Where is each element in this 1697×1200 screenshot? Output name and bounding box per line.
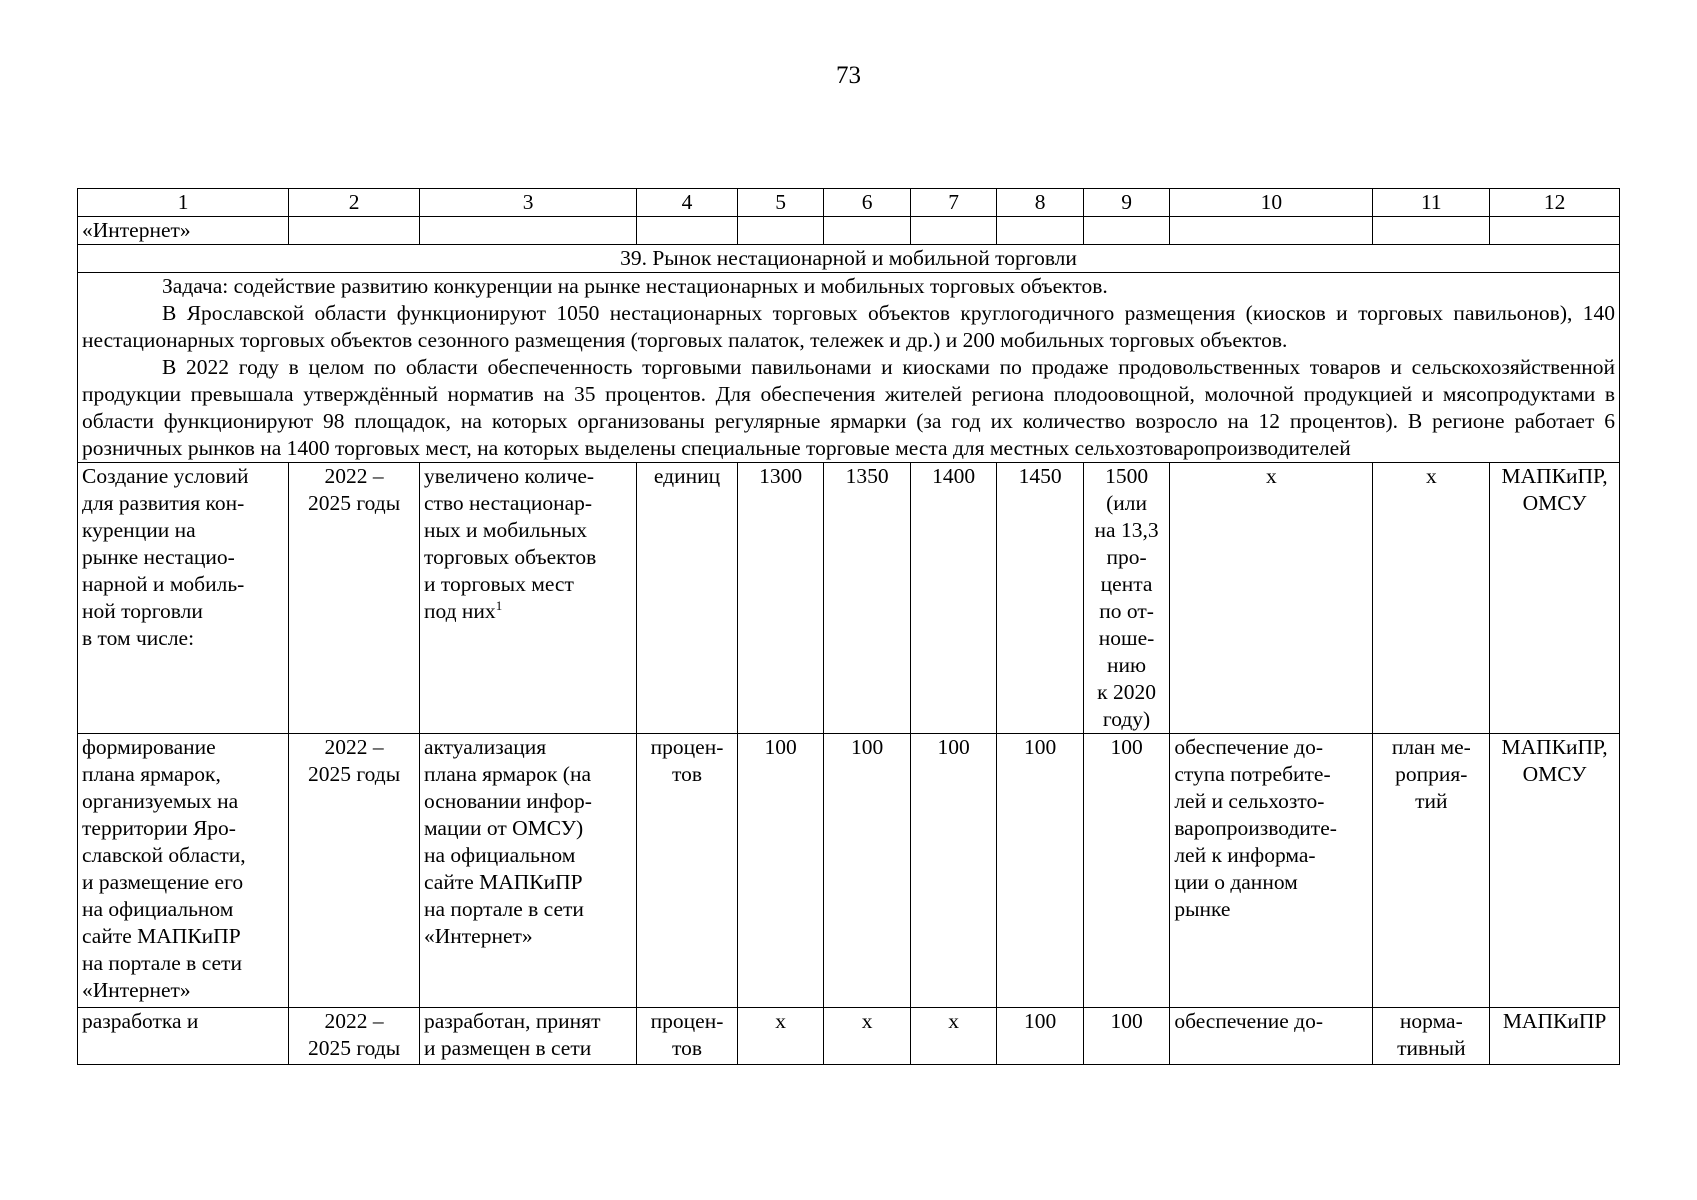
section-title-row: [78, 245, 1620, 273]
result-cell: обеспечение до- ступа потребите- лей и сельхозто- варопроизводите- лей к информа- ции о данном рынке: [1170, 734, 1373, 1008]
result-cell: х: [1170, 463, 1373, 734]
column-header: 12: [1490, 189, 1620, 217]
column-header: 3: [419, 189, 636, 217]
value-cell: 100: [1083, 734, 1170, 1008]
value-cell: 100: [997, 1008, 1084, 1065]
value-cell: 100: [910, 734, 997, 1008]
task-text: Задача: содействие развитию конкуренции на рынке нестационарных и мобильных торговых объектов.: [162, 274, 1108, 298]
unit: процен- тов: [637, 1008, 738, 1065]
value-cell: х: [737, 1008, 824, 1065]
measures-table: [77, 188, 1620, 1065]
value-cell: х: [824, 1008, 911, 1065]
description-paragraph: В Ярославской области функционируют 1050 нестационарных торговых объектов круглогодичного размещения (киосков и торговых павильонов), 140 нестационарных торговых объектов сезонного размещения (торговых палаток, тележек и др.) и 200 мобильных торговых объектов.: [82, 301, 1615, 352]
indicator: [419, 463, 636, 734]
unit: процен- тов: [637, 734, 738, 1008]
value-cell: 100: [737, 734, 824, 1008]
column-header: 10: [1170, 189, 1373, 217]
period: 2022 – 2025 годы: [289, 463, 420, 734]
indicator: разработан, принят и размещен в сети: [419, 1008, 636, 1065]
measure-name: Создание условий для развития кон- куренции на рынке нестацио- нарной и мобиль- ной торговли в том числе:: [78, 463, 289, 734]
footnote-mark: 1: [495, 597, 503, 613]
column-header: 7: [910, 189, 997, 217]
continuation-cell: «Интернет»: [78, 217, 289, 245]
period: 2022 – 2025 годы: [289, 1008, 420, 1065]
value-cell: 1400: [910, 463, 997, 734]
document-cell: х: [1373, 463, 1490, 734]
value-cell: 1500 (или на 13,3 про- цента по от- ноше- нию к 2020 году): [1083, 463, 1170, 734]
column-header: 5: [737, 189, 824, 217]
result-cell: обеспечение до-: [1170, 1008, 1373, 1065]
value-cell: х: [910, 1008, 997, 1065]
column-header: 4: [637, 189, 738, 217]
description-paragraph: В 2022 году в целом по области обеспеченность торговыми павильонами и киосками по продаже продовольственных товаров и сельскохозяйственной продукции превышала утверждённый норматив на 35 процентов. Для обеспечения жителей региона плодоовощной, молочной продукцией и мясопродуктами в области функционируют 98 площадок, на которых организованы регулярные ярмарки (за год их количество возросло на 12 процентов). В регионе работает 6 розничных рынков на 1400 торговых мест, на которых выделены специальные торговые места для местных сельхозтоваропроизводителей: [82, 355, 1615, 460]
document-cell: норма- тивный: [1373, 1008, 1490, 1065]
header-row: [78, 189, 1620, 217]
indicator: актуализация плана ярмарок (на основании инфор- мации от ОМСУ) на официальном сайте МАПКиПР на портале в сети «Интернет»: [419, 734, 636, 1008]
section-description-row: [78, 273, 1620, 463]
section-title: 39. Рынок нестационарной и мобильной торговли: [78, 245, 1620, 273]
page-number: 73: [836, 62, 861, 89]
table-row: [78, 734, 1620, 1008]
continuation-row: [78, 217, 1620, 245]
value-cell: 100: [997, 734, 1084, 1008]
indicator-text: увеличено количе- ство нестационар- ных и мобильных торговых объектов и торговых мест под них: [423, 464, 597, 623]
value-cell: 1350: [824, 463, 911, 734]
value-cell: 100: [824, 734, 911, 1008]
measure-name: формирование плана ярмарок, организуемых на территории Яро- славской области, и размещение его на официальном сайте МАПКиПР на портале в сети «Интернет»: [78, 734, 289, 1008]
column-header: 1: [78, 189, 289, 217]
column-header: 8: [997, 189, 1084, 217]
column-header: 2: [289, 189, 420, 217]
executor-cell: МАПКиПР, ОМСУ: [1490, 463, 1620, 734]
value-cell: 100: [1083, 1008, 1170, 1065]
table-row: [78, 463, 1620, 734]
value-cell: 1300: [737, 463, 824, 734]
column-header: 11: [1373, 189, 1490, 217]
column-header: 9: [1083, 189, 1170, 217]
column-header: 6: [824, 189, 911, 217]
executor-cell: МАПКиПР: [1490, 1008, 1620, 1065]
executor-cell: МАПКиПР, ОМСУ: [1490, 734, 1620, 1008]
document-cell: план ме- роприя- тий: [1373, 734, 1490, 1008]
table-row: [78, 1008, 1620, 1065]
measure-name: разработка и: [78, 1008, 289, 1065]
unit: единиц: [637, 463, 738, 734]
value-cell: 1450: [997, 463, 1084, 734]
period: 2022 – 2025 годы: [289, 734, 420, 1008]
section-description: [78, 273, 1620, 463]
